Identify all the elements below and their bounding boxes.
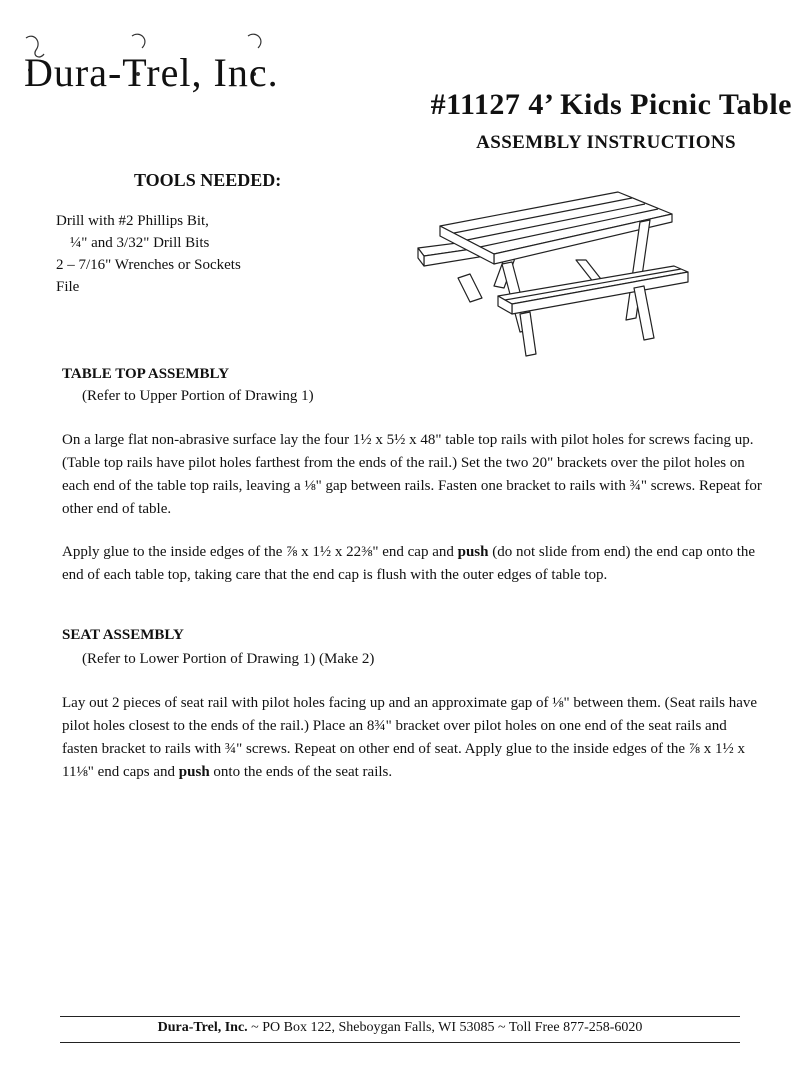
- table-top-heading: TABLE TOP ASSEMBLY: [62, 366, 230, 382]
- text-run: Lay out 2 pieces of seat rail with pilot holes facing up and an approximate gap of ⅛" between them. (Seat rails have pilot holes closest to the ends of the rail.) Place an 8¾" bracket over pilot holes on one end of the seat rails and fasten bracket to rails with ¾" screws. Repeat on other end of seat. Apply glue to the inside edges of the ⅞ x 1½ x 11⅛" end caps and: [62, 695, 758, 780]
- text-run: (do not slide from end) the end cap onto the end of each table top, taking care that the end cap is flush with the outer edges of table top.: [62, 544, 756, 583]
- tool-item: File: [56, 279, 80, 295]
- seat-reference: (Refer to Lower Portion of Drawing 1) (Make 2): [82, 651, 375, 667]
- tools-list: [56, 210, 241, 298]
- tool-item: Drill with #2 Phillips Bit,: [56, 213, 209, 229]
- emphasis: push: [457, 544, 489, 560]
- emphasis: push: [178, 764, 210, 780]
- footer-address: ~ PO Box 122, Sheboygan Falls, WI 53085 ~ Toll Free 877-258-6020: [247, 1020, 643, 1035]
- leg: [458, 274, 482, 302]
- logo-text: Dura-Trel, Inc.: [24, 50, 279, 95]
- footer: [60, 1020, 740, 1036]
- glue-paragraph: [62, 541, 762, 587]
- footer-divider: [60, 1042, 740, 1043]
- page-title: #11127 4’ Kids Picnic Table: [430, 88, 792, 121]
- footer-divider: [60, 1016, 740, 1017]
- text-run: Apply glue to the inside edges of the ⅞ x 1½ x 22⅜" end cap and: [62, 544, 458, 560]
- page-subtitle: ASSEMBLY INSTRUCTIONS: [476, 132, 736, 153]
- seat-paragraph: [62, 692, 762, 784]
- tool-item: 2 – 7/16" Wrenches or Sockets: [56, 257, 241, 273]
- table-top-paragraph: On a large flat non-abrasive surface lay the four 1½ x 5½ x 48" table top rails with pilot holes for screws facing up. (Table top rails have pilot holes farthest from the ends of the rail.) Set the two 20" brackets over the pilot holes on each end of the table top rails, leaving a ⅛" gap between rails. Fasten one bracket to rails with ¾" screws. Repeat for other end of table.: [62, 432, 762, 517]
- picnic-table-drawing: [408, 178, 708, 374]
- table-top-reference: (Refer to Upper Portion of Drawing 1): [82, 388, 314, 404]
- leg: [520, 312, 536, 356]
- company-logo: [22, 30, 332, 100]
- footer-company: Dura-Trel, Inc.: [157, 1020, 248, 1035]
- tool-item: ¼" and 3/32" Drill Bits: [70, 235, 210, 251]
- text-run: onto the ends of the seat rails.: [209, 764, 393, 780]
- tools-heading: TOOLS NEEDED:: [134, 170, 282, 190]
- seat-heading: SEAT ASSEMBLY: [62, 627, 184, 643]
